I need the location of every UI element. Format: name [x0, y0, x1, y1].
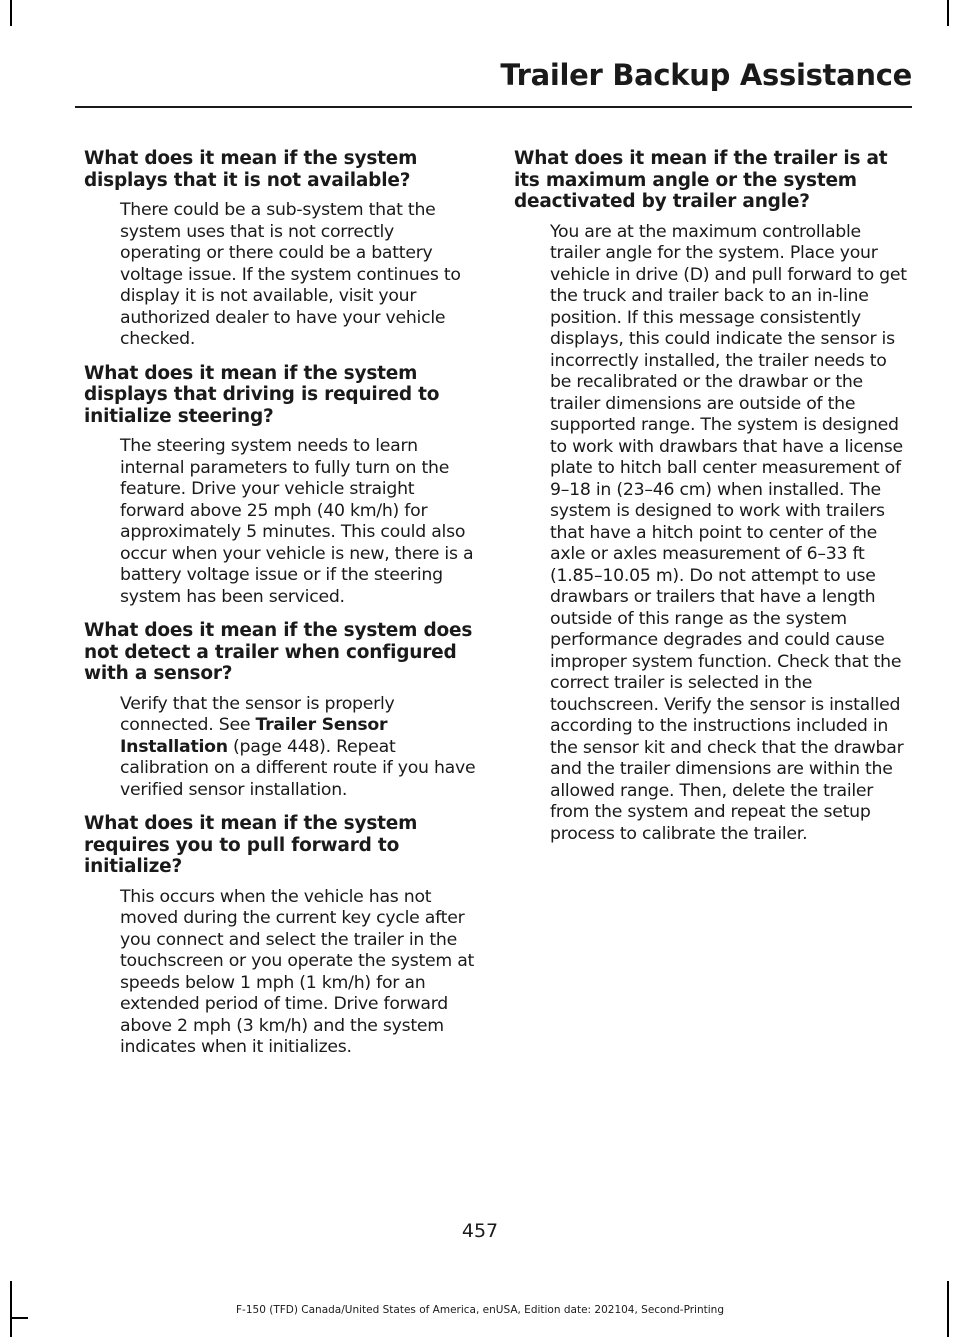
answer-text: (page 448). Repeat calibration on a different route if you have verified sensor installation. [120, 736, 476, 800]
faq-question: What does it mean if the system displays that driving is required to initialize steering? [84, 362, 440, 427]
left-column [84, 148, 476, 1071]
crop-mark-bottom-left-horizontal [10, 1317, 28, 1319]
faq-item-not-available [84, 148, 476, 351]
edition-footer: F-150 (TFD) Canada/United States of America, enUSA, Edition date: 202104, Second-Printing [236, 1304, 724, 1316]
faq-answer: You are at the maximum controllable trailer angle for the system. Place your vehicle in drive (D) and pull forward to get the truck and trailer back to an in-line position. If this message consistently displays, this could indicate the sensor is incorrectly installed, the trailer needs to be recalibrated or the drawbar or the trailer dimensions are outside of the supported range. The system is designed to work with drawbars that have a license plate to hitch ball center measurement of 9–18 in (23–46 cm) when installed. The system is designed to work with trailers that have a hitch point to center of the axle or axles measurement of 6–33 ft (1.85–10.05 m). Do not attempt to use drawbars or trailers that have a length outside of this range as the system performance degrades and could cause improper system function. Check that the correct trailer is selected in the touchscreen. Verify the sensor is installed according to the instructions included in the sensor kit and check that the drawbar and the trailer dimensions are within the allowed range. Then, delete the trailer from the system and repeat the setup process to calibrate the trailer. [550, 221, 907, 844]
faq-item-no-trailer-detected [84, 620, 476, 801]
crop-mark-top-right [947, 0, 949, 26]
answer-text: Verify that the sensor is properly connected. See [120, 693, 395, 735]
faq-question: What does it mean if the trailer is at its maximum angle or the system deactivated by trailer angle? [514, 148, 888, 212]
faq-answer: There could be a sub-system that the system uses that is not correctly operating or there could be a battery voltage issue. If the system continues to display it is not available, visit your authorized dealer to have your vehicle checked. [120, 200, 461, 349]
faq-answer [84, 694, 476, 802]
page-number: 457 [461, 1220, 499, 1242]
faq-answer: The steering system needs to learn internal parameters to fully turn on the feature. Drive your vehicle straight forward above 25 mph (40 km/h) for approximately 5 minutes. This could also occur when your vehicle is new, there is a battery voltage issue or if the steering system has been serviced. [120, 436, 474, 607]
crop-mark-top-left [10, 0, 12, 26]
faq-item-initialize-steering [84, 363, 476, 609]
faq-answer: This occurs when the vehicle has not moved during the current key cycle after you connect and select the trailer in the touchscreen or you operate the system at speeds below 1 mph (1 km/h) for an extended period of time. Drive forward above 2 mph (3 km/h) and the system indicates when it initializes. [120, 886, 475, 1057]
faq-question: What does it mean if the system displays that it is not available? [84, 148, 418, 191]
header-rule [75, 106, 912, 108]
right-column [514, 148, 908, 857]
faq-item-maximum-angle [514, 148, 908, 845]
faq-question: What does it mean if the system does not detect a trailer when configured with a sensor? [84, 620, 473, 684]
faq-item-pull-forward [84, 813, 476, 1059]
faq-question: What does it mean if the system requires you to pull forward to initialize? [84, 813, 418, 877]
trailer-sensor-installation-link[interactable]: Trailer Sensor Installation [120, 715, 388, 757]
page-title: Trailer Backup Assistance [500, 58, 912, 92]
